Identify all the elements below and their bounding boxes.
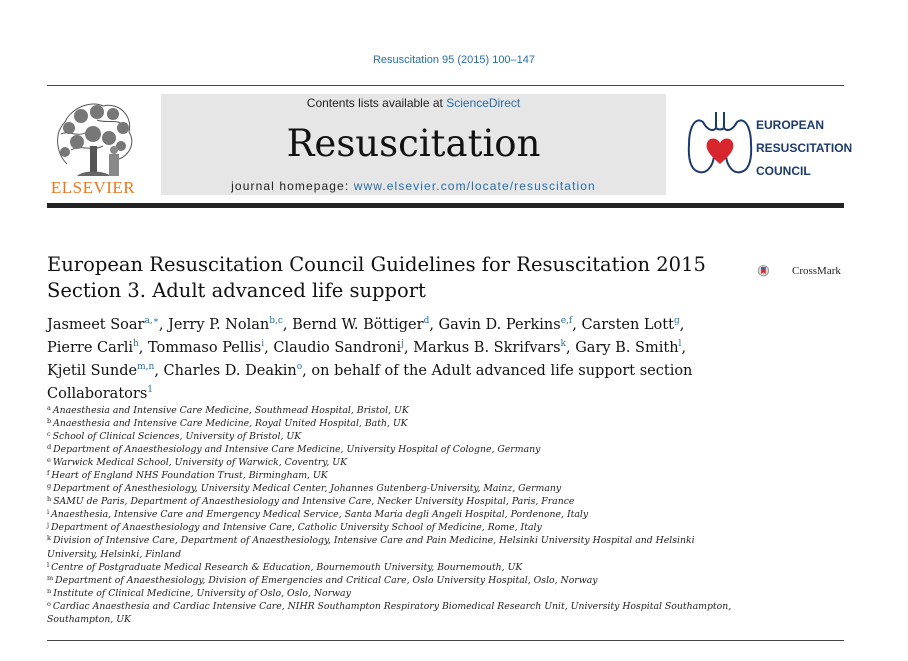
crossmark-icon[interactable] [757, 253, 791, 287]
affiliation-item [47, 508, 747, 521]
affiliation-key: k [47, 534, 51, 543]
affiliation-text: Anaesthesia and Intensive Care Medicine, Southmead Hospital, Bristol, UK [52, 405, 409, 416]
affiliation-item [47, 600, 747, 626]
affiliation-key: h [47, 495, 52, 504]
author[interactable]: Carsten Lott$^g$ [581, 316, 680, 333]
author[interactable]: Claudio Sandroni$^j$ [273, 339, 404, 356]
elsevier-wordmark: ELSEVIER [50, 178, 136, 197]
affiliation-text: Centre of Postgraduate Medical Research & Education, Bournemouth University, Bournemouth, UK [51, 561, 523, 573]
affiliation-item [47, 495, 747, 508]
affiliation-text: Department of Anesthesiology, University Medical Center, Johannes Gutenberg-University, Mainz, Germany [53, 483, 562, 495]
author[interactable]: Charles D. Deakin$^o$ [163, 362, 303, 379]
homepage-link[interactable]: www.elsevier.com/locate/resuscitation [353, 179, 596, 193]
affiliation-item [47, 430, 747, 443]
affiliation-key: a [47, 404, 51, 412]
author[interactable]: Bernd W. Böttiger$^d$ [292, 316, 430, 333]
affiliation-key: l [47, 560, 50, 569]
author[interactable]: Jerry P. Nolan$^{b,c}$ [168, 316, 283, 333]
affiliation-text: Anaesthesia and Intensive Care Medicine, Royal United Hospital, Bath, UK [53, 418, 408, 430]
affiliation-item [47, 574, 747, 587]
affiliation-text: Department of Anaesthesiology and Intensive Care, Catholic University School of Medicine, Rome, Italy [51, 522, 542, 534]
footer-rule [47, 640, 844, 641]
affiliation-item [47, 482, 747, 495]
affiliation-key: j [47, 521, 50, 530]
affiliation-key: m [47, 573, 54, 582]
author[interactable]: Collaborators$^1$ [47, 385, 153, 402]
masthead-thick-rule [47, 203, 844, 208]
lungs-heart-icon[interactable] [685, 108, 755, 180]
erc-line-resuscitation: RESUSCITATION [756, 141, 853, 155]
affiliation-text: Department of Anaesthesiology, Division of Emergencies and Critical Care, Oslo University Hospital, Oslo, Norway [55, 574, 598, 586]
affiliation-key: d [47, 443, 52, 452]
crossmark-label[interactable]: CrossMark [792, 265, 841, 277]
header-rule [47, 85, 844, 86]
affiliation-key: b [47, 417, 52, 426]
affiliation-item [47, 469, 747, 482]
sciencedirect-link[interactable]: ScienceDirect [446, 96, 521, 110]
author-list: Jasmeet Soar$^{a,∗}$, Jerry P. Nolan$^{b,c}$, Bernd W. Böttiger$^d$, Gavin D. Perkins$^{e,f}$, Carsten Lott$^g$, Pierre Carli$^h$, Tommaso Pellis$^i$, Claudio Sandroni$^j$, Markus B. Skrifvars$^k$, Gary B. Smith$^l$, Kjetil Sunde$^{m,n}$, Charles D. Deakin$^o$, on behalf of the Adult advanced life support section Collaborators$^1$ [47, 316, 693, 402]
affiliation-item [47, 443, 747, 456]
contents-lists-line: Contents lists available at ScienceDirect [306, 96, 521, 110]
affiliation-text: Division of Intensive Care, Department of Anaesthesiology, Intensive Care and Pain Medicine, Helsinki University Hospital and Helsinki University, Helsinki, Finland [47, 535, 695, 560]
affiliation-key: f [47, 469, 50, 478]
erc-wordmark [756, 114, 852, 183]
author[interactable]: Gary B. Smith$^l$ [575, 339, 682, 356]
affiliation-item [47, 561, 747, 574]
affiliation-key: e [47, 456, 51, 465]
affiliation-key: c [47, 430, 51, 439]
author[interactable]: Pierre Carli$^h$ [47, 339, 139, 356]
affiliation-key: o [47, 599, 51, 608]
affiliation-text: Cardiac Anaesthesia and Cardiac Intensive Care, NIHR Southampton Respiratory Biomedical Research Unit, University Hospital Southampton, Southampton, UK [47, 600, 732, 625]
affiliation-text: SAMU de Paris, Department of Anaesthesiology and Intensive Care, Necker University Hospital, Paris, France [53, 496, 575, 508]
author[interactable]: Markus B. Skrifvars$^k$ [413, 339, 566, 356]
affiliation-text: Department of Anaesthesiology and Intensive Care Medicine, University Hospital of Cologne, Germany [53, 444, 541, 456]
affiliation-item [47, 456, 747, 469]
affiliation-text: School of Clinical Sciences, University of Bristol, UK [52, 431, 302, 443]
article-title-line-2: Section 3. Adult advanced life support [47, 279, 426, 302]
article-title [47, 252, 747, 304]
affiliation-item [47, 521, 747, 534]
affiliation-item [47, 534, 747, 560]
affiliation-key: g [47, 482, 52, 491]
affiliation-text: Heart of England NHS Foundation Trust, Birmingham, UK [51, 470, 328, 482]
author[interactable]: Kjetil Sunde$^{m,n}$ [47, 362, 155, 379]
erc-line-council: COUNCIL [756, 164, 811, 178]
affiliation-text: Warwick Medical School, University of Warwick, Coventry, UK [52, 457, 348, 469]
erc-line-european: EUROPEAN [756, 118, 825, 132]
author[interactable]: Gavin D. Perkins$^{e,f}$ [438, 316, 573, 333]
author[interactable]: Jasmeet Soar$^{a,∗}$ [47, 316, 159, 333]
affiliation-item [47, 417, 747, 430]
affiliation-key: n [47, 586, 52, 595]
journal-homepage-line: journal homepage: www.elsevier.com/locate/resuscitation [231, 179, 596, 193]
affiliation-text: Anaesthesia, Intensive Care and Emergency Medical Service, Santa Maria degli Angeli Hospital, Pordenone, Italy [51, 509, 589, 521]
article-title-line-1: European Resuscitation Council Guidelines for Resuscitation 2015 [47, 253, 706, 276]
affiliation-item [47, 587, 747, 600]
author[interactable]: Tommaso Pellis$^i$ [148, 339, 265, 356]
journal-masthead [161, 94, 666, 195]
journal-citation[interactable]: Resuscitation 95 (2015) 100–147 [372, 54, 536, 66]
affiliation-item [47, 404, 747, 417]
affiliation-text: Institute of Clinical Medicine, University of Oslo, Oslo, Norway [53, 587, 351, 599]
affiliation-list [47, 404, 747, 626]
journal-title: Resuscitation [286, 122, 541, 165]
affiliation-key: i [47, 508, 50, 517]
